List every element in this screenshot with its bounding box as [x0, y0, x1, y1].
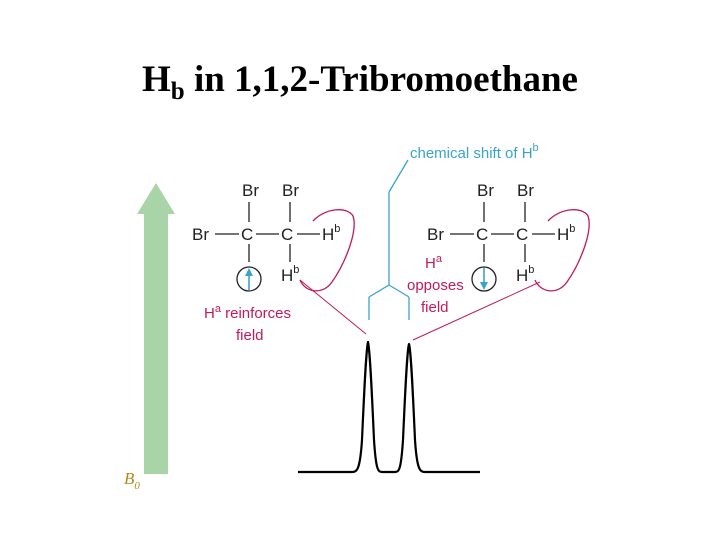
- up-arrow-in-circle-icon: [237, 267, 261, 291]
- title-rest: in 1,1,2-Tribromoethane: [184, 59, 578, 100]
- chemical-shift-bracket: [369, 160, 409, 320]
- left-hb-right: $H^b$: [322, 223, 341, 244]
- left-br-left: Br: [192, 225, 209, 244]
- opposes-label-h: $H^a$: [425, 253, 442, 272]
- left-c2: C: [281, 225, 294, 244]
- left-hb-highlight-loop: [300, 210, 354, 291]
- b0-label: $B_0$: [124, 469, 140, 492]
- chemical-shift-label: chemical shift of $H^b$: [410, 142, 539, 162]
- right-hb-bottom: $H^b$: [516, 264, 535, 285]
- right-br-top-2: Br: [517, 181, 534, 200]
- b0-field-arrow: [137, 183, 175, 474]
- down-arrow-in-circle-icon: [472, 267, 496, 291]
- left-br-top-1: Br: [242, 181, 259, 200]
- right-hb-highlight-loop: [535, 210, 589, 291]
- reinforces-label-line2: field: [236, 327, 264, 344]
- right-c2: C: [516, 225, 529, 244]
- right-br-left: Br: [427, 225, 444, 244]
- left-connector-line: [300, 280, 366, 334]
- opposes-label-line1: opposes: [407, 277, 464, 294]
- right-hb-right: $H^b$: [557, 223, 576, 244]
- nmr-spectrum-doublet: [298, 342, 480, 472]
- title-subscript: b: [170, 78, 185, 105]
- right-br-top-1: Br: [477, 181, 494, 200]
- opposes-label-line2: field: [421, 299, 449, 316]
- title-h: H: [142, 59, 171, 100]
- left-c1: C: [241, 225, 254, 244]
- molecule-right: [427, 181, 575, 285]
- reinforces-label-line1: $H^a$ reinforces: [204, 303, 291, 322]
- right-c1: C: [476, 225, 489, 244]
- molecule-left: [192, 181, 340, 285]
- left-hb-bottom: $H^b$: [281, 264, 300, 285]
- left-br-top-2: Br: [282, 181, 299, 200]
